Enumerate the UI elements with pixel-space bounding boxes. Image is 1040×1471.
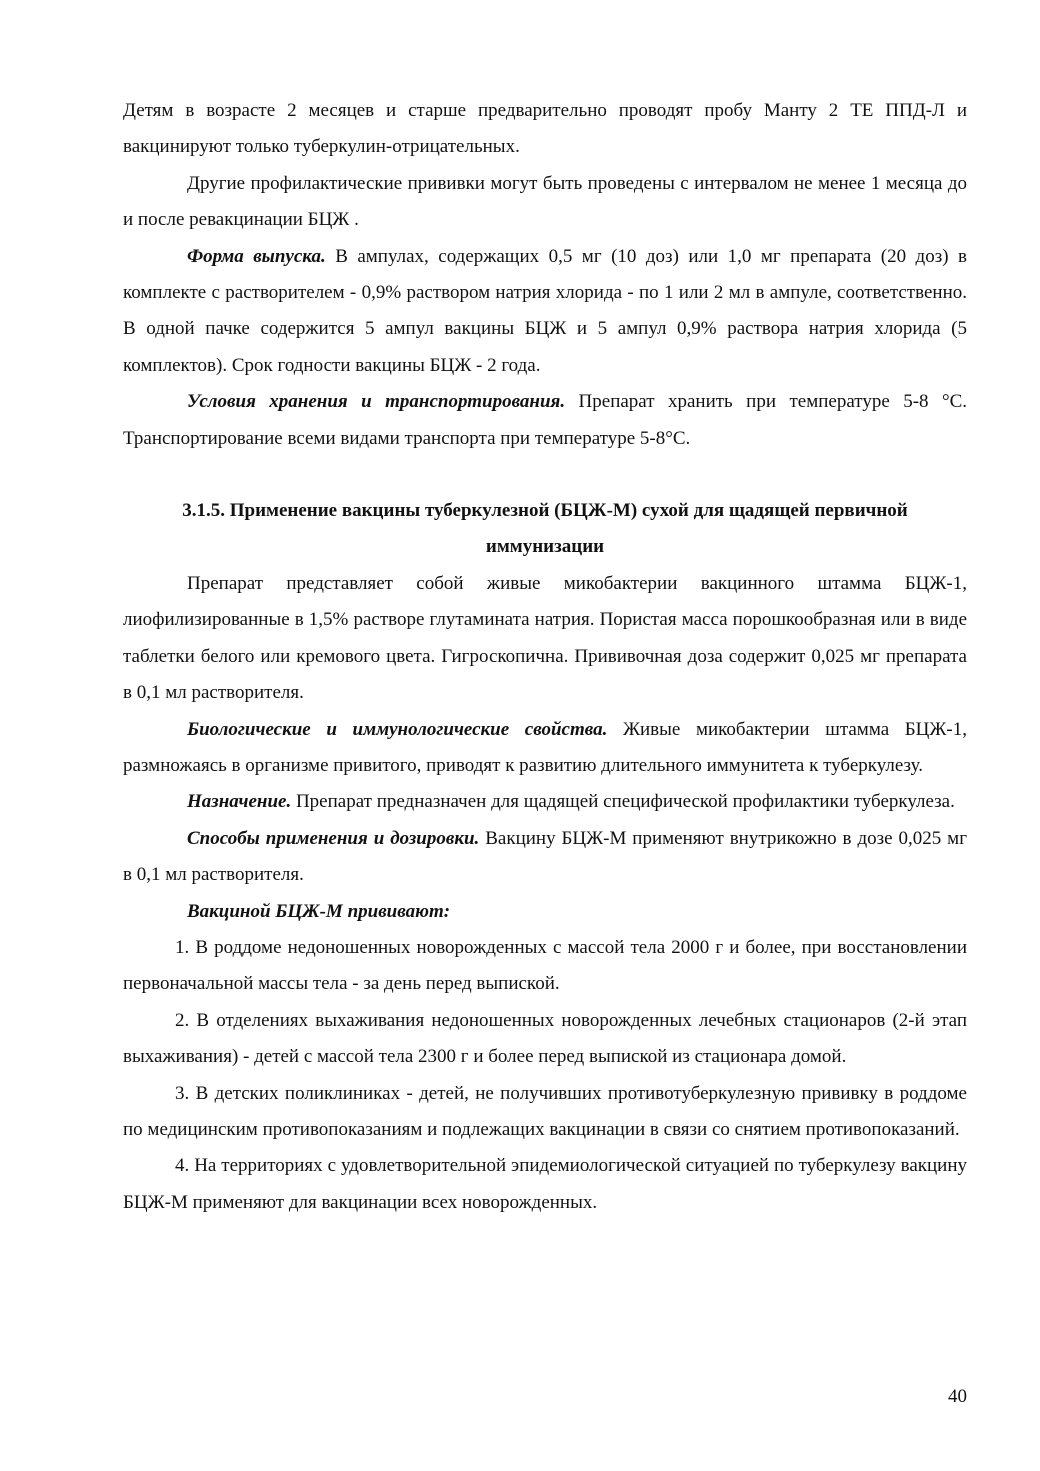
- paragraph-vaccinated-groups: [123, 894, 967, 930]
- paragraph-preparation-description: Препарат представляет собой живые микобактерии вакцинного штамма БЦЖ-1, лиофилизированные в 1,5% растворе глутамината натрия. Пористая масса порошкообразная или в виде таблетки белого или кремового цвета. Гигроскопична. Прививочная доза содержит 0,025 мг препарата в 0,1 мл растворителя.: [123, 572, 967, 704]
- purpose-label: Назначение.: [187, 791, 292, 813]
- document-page: [123, 93, 967, 1221]
- vaccinated-groups-label: Вакциной БЦЖ-М прививают:: [187, 900, 451, 922]
- storage-conditions-text: Препарат хранить при температуре 5-8 °С. Транспортирование всеми видами транспорта при температуре 5-8°С.: [123, 391, 967, 449]
- purpose-text: Препарат предназначен для щадящей специфической профилактики туберкулеза.: [291, 791, 955, 813]
- list-item: 1. В роддоме недоношенных новорожденных с массой тела 2000 г и более, при восстановлении первоначальной массы тела - за день перед выпиской.: [123, 936, 967, 995]
- page-number: 40: [948, 1386, 967, 1407]
- release-form-label: Форма выпуска.: [187, 245, 326, 267]
- paragraph-release-form: [123, 239, 967, 385]
- list-item: 2. В отделениях выхаживания недоношенных новорожденных лечебных стационаров (2-й этап выхаживания) - детей с массой тела 2300 г и более перед выпиской из стационара домой.: [123, 1009, 967, 1068]
- dosage-text: Вакцину БЦЖ-М применяют внутрикожно в дозе 0,025 мг в 0,1 мл растворителя.: [123, 827, 967, 886]
- storage-conditions-label: Условия хранения и транспортирования.: [187, 391, 566, 413]
- biological-properties-text: Живые микобактерии штамма БЦЖ-1, размножаясь в организме привитого, приводят к развитию длительного иммунитета к туберкулезу.: [123, 718, 967, 776]
- release-form-text: В ампулах, содержащих 0,5 мг (10 доз) или 1,0 мг препарата (20 доз) в комплекте с растворителем - 0,9% раствором натрия хлорида - по 1 или 2 мл в ампуле, соответственно. В одной пачке содержится 5 ампул вакцины БЦЖ и 5 ампул 0,9% раствора натрия хлорида (5 комплектов). Срок годности вакцины БЦЖ - 2 года.: [123, 245, 967, 376]
- paragraph-biological-properties: [123, 712, 967, 785]
- paragraph-dosage: [123, 821, 967, 894]
- paragraph-other-vaccinations: Другие профилактические прививки могут быть проведены с интервалом не менее 1 месяца до и после ревакцинации БЦЖ .: [123, 172, 967, 231]
- dosage-label: Способы применения и дозировки.: [187, 827, 480, 849]
- section-heading: 3.1.5. Применение вакцины туберкулезной (БЦЖ-М) сухой для щадящей первичной иммунизации: [182, 500, 908, 558]
- biological-properties-label: Биологические и иммунологические свойства.: [187, 718, 608, 740]
- list-item: 4. На территориях с удовлетворительной эпидемиологической ситуацией по туберкулезу вакцину БЦЖ-М применяют для вакцинации всех новорожденных.: [123, 1155, 967, 1213]
- list-item: 3. В детских поликлиниках - детей, не получивших противотуберкулезную прививку в роддоме по медицинским противопоказаниям и подлежащих вакцинации в связи со снятием противопоказаний.: [123, 1082, 967, 1140]
- section-gap: [123, 457, 967, 493]
- paragraph-mantoux-test: Детям в возрасте 2 месяцев и старше предварительно проводят пробу Манту 2 ТЕ ППД-Л и вакцинируют только туберкулин-отрицательных.: [123, 100, 967, 158]
- paragraph-storage-conditions: [123, 384, 967, 457]
- paragraph-purpose: [123, 784, 967, 820]
